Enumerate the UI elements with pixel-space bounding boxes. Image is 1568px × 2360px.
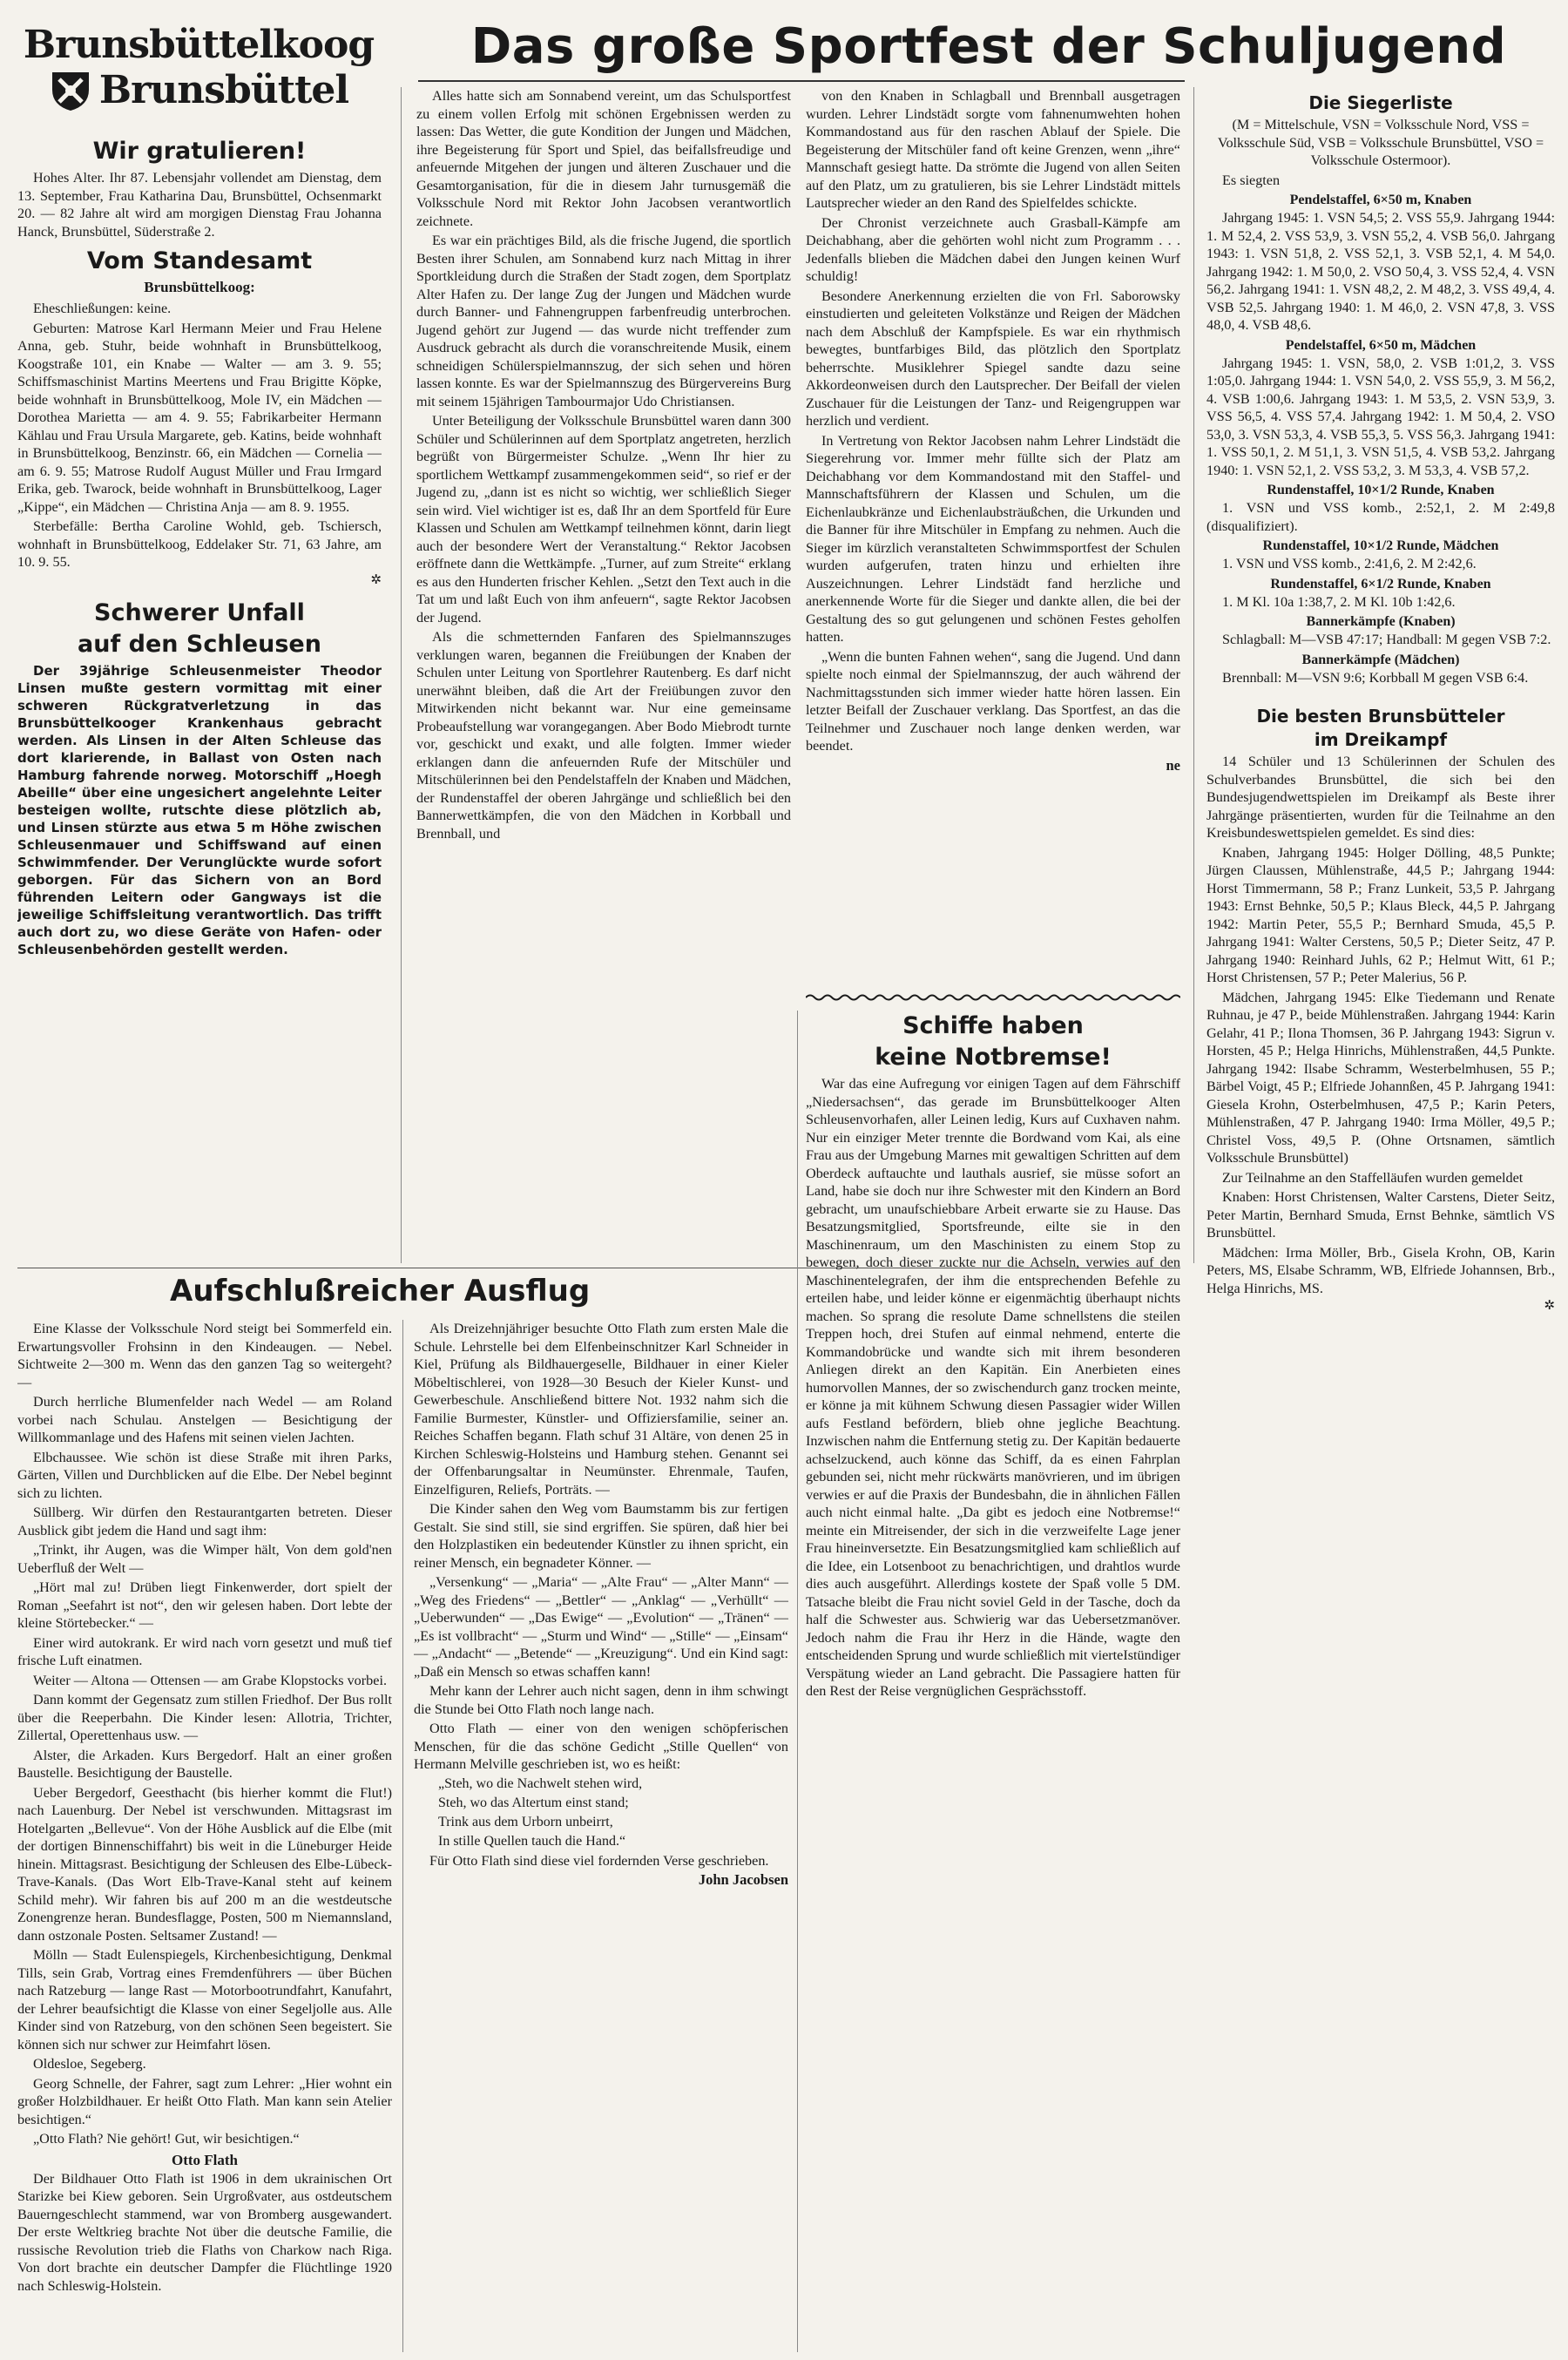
unfall-title-2: auf den Schleusen	[78, 630, 321, 658]
result-heading: Bannerkämpfe (Knaben)	[1306, 614, 1456, 629]
sportfest-paragraph: In Vertretung von Rektor Jacobsen nahm Lehrer Lindstädt die Siegerehrung vor. Immer mehr füllte sich der Platz am Deichabhang vor dem Kommandostand mit den Staffel- und Mannschaftsführern der Klassen und Schulen, um die Eichenlaubkränze und Eichenlaubsträußchen, die Urkunden und die Banner für ihre Mitschüler in Empfang zu nehmen. Auch die Sieger im kürzlich veranstalteten Schwimmsportfest der Schulen wurden aufgerufen, traten hinzu und erhielten ihre Auszeichnungen. Lehrer Lindstädt fand herzliche und anerkennende Worte für die Sieger und dankte allen, die bei der Gestaltung des so gut gelungenen und schönen Festes geholfen hatten.	[806, 432, 1180, 645]
ausflug-paragraph: Einer wird autokrank. Er wird nach vorn gesetzt und muß tief frische Luft einatmen.	[17, 1634, 392, 1668]
ausflug-paragraph: Weiter — Altona — Ottensen — am Grabe Klopstocks vorbei.	[33, 1672, 387, 1688]
ausflug-paragraph: „Otto Flath? Nie gehört! Gut, wir besichtigen.“	[33, 2131, 300, 2147]
flath-heading: Otto Flath	[171, 2151, 239, 2168]
dreikampf-title-2: im Dreikampf	[1314, 729, 1448, 750]
ausflug-paragraph: Mölln — Stadt Eulenspiegels, Kirchenbesichtigung, Denkmal Tills, sein Grab, Vortrag eines Fremdenführers — über Büchen nach Ratzeburg — lange Rast — Motorbootrundfahrt, Kanufahrt, der Lehrer beaufsichtigt die Klasse von einer Segeljolle aus. Alle Kinder sind von Ratzeburg, von den schönen Seen begeistert. Sie können sich nur schwer zur Heimfahrt lösen.	[17, 1947, 392, 2052]
sportfest-paragraph: „Wenn die bunten Fahnen wehen“, sang die Jugend. Und dann spielte noch einmal der Spielmannszug, der auch während der Nachmittagsstunden sich immer wieder hatte hören lassen. Ein letzter Beifall der Zuschauer verklang. Das Sportfest, an das die Teilnehmer und Zuschauer noch lange denken werden, war beendet.	[806, 648, 1180, 754]
result-heading: Pendelstaffel, 6×50 m, Knaben	[1289, 193, 1472, 207]
sportfest-paragraph: Es war ein prächtiges Bild, als die frische Jugend, die sportlich Besten ihrer Schulen, am Sonnabend kurz nach Mittag in ihrer Sportkleidung durch die Straßen der Stadt zogen, dem Sportplatz Alter Hafen zu. Der lange Zug der Jungen und Mädchen wurde durch Banner- und Fahnengruppen farbenfreudig unterbrochen. Jugend gehört zur Jugend — das wurde nicht treffender zum Ausdruck gebracht als durch die voranschreitende Musik, einem schneidigen Schülerspielmannszug, der sich sehen und hören lassen konnte. Es war der Spielmannszug des Bürgervereins Burg mit seinem 15jährigen Tambourmajor Udo Christiansen.	[416, 233, 791, 409]
result-text: Brennball: M—VSN 9:6; Korbball M gegen VSB 6:4.	[1222, 669, 1529, 686]
dreikampf-title-1: Die besten Brunsbütteler	[1256, 706, 1505, 727]
sportfest-paragraph: Als die schmetternden Fanfaren des Spielmannszuges verklungen waren, begannen die Freiübungen der Knaben der Schulen unter Leitung von Sportlehrer Rautenberg. Es darf nicht unerwähnt bleiben, daß die Art der Freiübungen zuvor den Mitwirkenden nicht bekannt war. Nur eine gemeinsame Probeaufstellung war vorangegangen. Aber Bodo Miebrodt turnte vor, geschickt und exakt, und alle folgten. Immer wieder erklangen dann die anfeuernden Rufe der Mitschüler und Mitschülerinnen bei den Pendelstaffeln der Knaben und Mädchen, der Rundenstaffel der oberen Jahrgänge und schließlich bei den Bannerwettkämpfen, die von den Mädchen in Korbball und Brennball, und	[416, 629, 791, 842]
standesamt-deaths: Sterbefälle: Bertha Caroline Wohld, geb. Tschiersch, wohnhaft in Brunsbüttelkoog, Eddelaker Str. 71, 63 Jahre, am 10. 9. 55.	[17, 518, 382, 570]
ausflug-col2	[414, 1320, 788, 2352]
left-column	[17, 131, 382, 1263]
result-text: Schlagball: M—VSB 47:17; Handball: M gegen VSB 7:2.	[1222, 632, 1551, 647]
sportfest-paragraph: Unter Beteiligung der Volksschule Brunsbüttel waren dann 300 Schüler und Schülerinnen auf dem Sportplatz angetreten, herzlich begrüßt von Bürgermeister Schulze. „Wenn Ihr hier zu sportlichem Wettkampf zusammengekommen seid“, so rief er der Jugend zu, „dann ist es nicht so wichtig, wer schließlich Sieger sein wird. Viel wichtiger ist es, daß Ihr an dem Sportfeld für Eure Klassen und Schulen am Wettkampf teilnehmen könnt, darin liegt auch der besondere Wert der Veranstaltung.“ Rektor Jacobsen eröffnete dann die Wettkämpfe. „Turner, auf zum Streite“ erklang es aus den Hunderten frischer Kehlen. „Setzt den Text auch in die Tat um und laßt Euch von ihm anfeuern“, sagte Rektor Jacobsen der Jugend.	[416, 413, 791, 626]
ausflug-paragraph: Georg Schnelle, der Fahrer, sagt zum Lehrer: „Hier wohnt ein großer Holzbildhauer. Er heißt Otto Flath. Man kann sein Atelier besichtigen.“	[17, 2075, 392, 2127]
ausflug-paragraph: „Trinkt, ihr Augen, was die Wimper hält, Von dem gold'nen Ueberfluß der Welt —	[17, 1542, 392, 1576]
result-heading: Rundenstaffel, 10×1/2 Runde, Knaben	[1267, 483, 1495, 497]
sportfest-paragraph: Besondere Anerkennung erzielten die von Frl. Saborowsky einstudierten und geleiteten Volkstänze und Reigen der Mädchen nach dem Abschluß der Kampfspiele. Es war ein rhythmisch bewegtes, buntfarbiges Bild, das plötzlich den Sportplatz beherrschte. Musiklehrer Spiegel sandte dazu seine Akkordeonweisen durch den Lautsprecher. Der Beifall der vielen Zuschauer für die Leistungen der Tanz- und Reigengruppen war herzlich und verdient.	[806, 287, 1180, 429]
ausflug-paragraph: Mehr kann der Lehrer auch nicht sagen, denn in ihm schwingt die Stunde bei Otto Flath noch lange nach.	[414, 1683, 788, 1717]
ausflug-paragraph: Süllberg. Wir dürfen den Restaurantgarten betreten. Dieser Ausblick gibt jedem die Hand und sagt ihm:	[17, 1505, 392, 1538]
star-icon: ✲	[1544, 1297, 1555, 1313]
sportfest-paragraph: Der Chronist verzeichnete auch Grasball-Kämpfe am Deichabhang, aber die gehörten wohl nicht zum Programm . . . Jedenfalls blieben die Mädchen dabei den Jungen keinen Wurf schuldig!	[806, 214, 1180, 284]
unfall-title-1: Schwerer Unfall	[94, 598, 305, 626]
masthead	[16, 23, 382, 113]
schiffe-text: War das eine Aufregung vor einigen Tagen auf dem Fährschiff „Niedersachsen“, das gerade im Brunsbüttelkooger Alten Schleusenvorhafen, aller Leinen ledig, Kurs auf Cuxhaven nahm. Nur ein einziger Meter trennte die Bordwand vom Kai, als eine Frau aus der Umgebung Marnes mit gewaltigen Schritten auf dem Oberdeck auftauchte und lauthals ausrief, sie müsse sofort an Land, habe sie doch nur ihre Schwester mit den Kindern an Bord gebracht, um unaufschiebbare Arbeit erwarte sie zu Hause. Das Besatzungsmitglied, Sportsfreunde, eilte sie in den Maschinenraum, um den Maschinisten zu einem Stop zu bewegen, doch dieser zuckte nur die Achseln, verwies auf den Maschinentelegrafen, der ihm die entsprechenden Befehle zu erteilen habe, und leider könne er eigenmächtig überhaupt nichts machen. So sprang die resolute Dame schnellstens die steilen Treppen hoch, drei Stufen auf einmal nehmend, enterte die Kommandobrücke und wandte sich mit ihrem besonderen Anliegen direkt an den Kapitän. Ein Anerbieten eines humorvollen Mannes, der so zwischendurch ganz trocken meinte, er könne ja mit kühnem Schwung diesen Passagier wider Willen aufs Festland befördern, blieb ohne jegliche Beachtung. Inzwischen nahm die Entfernung stetig zu. Der Kapitän bedauerte achselzuckend, auch könne das Schiff, da es einen Fahrplan gebunden sei, nicht mehr rückwärts manövrieren, und im übrigen verwies er auf die Praxis der Bundesbahn, die in ähnlichen Fällen auch nicht einmal halte. „Da gibt es jedoch eine Notbremse!“ meinte ein Mitreisender, der sich in die verzweifelte Lage jener Frau hineinversetzte. Ein Besatzungsmitglied kam schließlich auf die Idee, ein Lotsenboot zu benachrichtigen, und drahtlos wurde dies auch ausgeführt. Allerdings kostete der Spaß volle 5 DM. Tatsache bleibt die Frau nicht soviel Geld in der Tasche, doch da half die Schwester aus. Schwierig war das Uebersetzmanöver. Jedoch nahm die Frau ihr Herz in die Hände, wagte den entscheidenden Sprung und wurde schließlich mit vierteIstündiger Verspätung wieder an Land gebracht. Die Passagiere hatten für den Rest der Reise vergnüglichen Gesprächsstoff.	[806, 1076, 1180, 1699]
ausflug-paragraph: Dann kommt der Gegensatz zum stillen Friedhof. Der Bus rollt über die Reeperbahn. Die Kinder lesen: Allotria, Trichter, Zillertal, Operettenhaus usw. —	[17, 1692, 392, 1743]
verse-line: Trink aus dem Urborn unbeirrt,	[438, 1814, 613, 1829]
star-icon: ✲	[370, 571, 382, 587]
ausflug-paragraph: Oldesloe, Segeberg.	[33, 2056, 146, 2072]
ausflug-title: Aufschlußreicher Ausflug	[170, 1274, 591, 1308]
masthead-line2: Brunsbüttel	[98, 68, 349, 112]
result-text: 1. M Kl. 10a 1:38,7, 2. M Kl. 10b 1:42,6.	[1222, 593, 1456, 610]
verse-line: „Steh, wo die Nachwelt stehen wird,	[438, 1775, 643, 1791]
standesamt-title: Vom Standesamt	[86, 247, 313, 274]
result-text: Jahrgang 1945: 1. VSN, 58,0, 2. VSB 1:01,2, 3. VSS 1:05,0. Jahrgang 1944: 1. VSN 54,0, 2. VSS 55,9, 3. M 56,2, 4. VSB 1:00,6. Jahrgang 1943: 1. M 53,5, 2. VSN 53,9, 3. VSS 56,5, 4. VSS 57,4. Jahrgang 1942: 1. M 50,4, 2. VSO 53,0, 3. VSN 53,3, 4. VSB 55,3, 5. VSS 56,3. Jahrgang 1941: 1. VSS 50,1, 2. M 51,1, 3. VSN 51,5, 4. VSB 53,2. Jahrgang 1940: 1. VSN 52,1, 2. VSS 53,2, 3. M 53,3, 4. VSB 57,2.	[1206, 355, 1555, 478]
result-text: 1. VSN und VSS komb., 2:41,6, 2. M 2:42,6.	[1222, 556, 1477, 571]
sportfest-paragraph: Alles hatte sich am Sonnabend vereint, um das Schulsportfest zu einem vollen Erfolg mit schönen Ergebnissen werden zu lassen: Das Wetter, die gute Kondition der Jungen und Mädchen, ihre Begeisterung für Sport und Spiel, das beifallsfreudige und anfeuernde Mitgehen der jungen und älteren Zuschauer und die Gesamtorganisation, für die in diesem Jahr turnusgemäß die Volksschule Nord mit Rektor John Jacobsen verantwortlich zeichnete.	[416, 88, 791, 229]
siegerliste-legend: (M = Mittelschule, VSN = Volksschule Nord, VSS = Volksschule Süd, VSB = Volksschule Brunsbüttel, VSO = Volksschule Ostermoor).	[1217, 117, 1544, 168]
ausflug-author: John Jacobsen	[698, 1871, 788, 1888]
masthead-line1: Brunsbüttelkoog	[23, 23, 375, 67]
gratulieren-text: Hohes Alter. Ihr 87. Lebensjahr vollendet am Dienstag, dem 13. September, Frau Katharina Dau, Brunsbüttel, Ochsenmarkt 20. — 82 Jahre alt wird am morgigen Dienstag Frau Johanna Hanck, Brunsbüttel, Süderstraße 2.	[17, 170, 382, 240]
dreikampf-staffel-maedchen: Mädchen: Irma Möller, Brb., Gisela Krohn, OB, Karin Peters, MS, Elsabe Schramm, WB, Elfriede Johannsen, Brb., Helga Hinrichs, MS.	[1206, 1244, 1555, 1296]
right-column	[1206, 87, 1555, 1873]
sportfest-signature: ne	[1166, 756, 1180, 774]
column-divider	[1193, 87, 1194, 1263]
result-heading: Rundenstaffel, 6×1/2 Runde, Knaben	[1270, 576, 1491, 592]
main-headline: Das große Sportfest der Schuljugend	[470, 18, 1507, 75]
standesamt-subtitle: Brunsbüttelkoog:	[144, 279, 255, 295]
sportfest-paragraph: von den Knaben in Schlagball und Brennball ausgetragen wurden. Lehrer Lindstädt sorgte vom fahnenumwehten hohen Kommandostand aus für den raschen Ablauf der Spiele. Die Begeisterung der Mitschüler fand oft keine Grenzen, wenn „ihre“ Mannschaft gesiegt hatte. Da strömte die Jugend von allen Seiten auf den Platz, um zu gratulieren, bis sie Lehrer Lindstädt mittels Lautsprecher wieder an den Rand des Spielfeldes schickte.	[806, 88, 1180, 211]
result-heading: Bannerkämpfe (Mädchen)	[1301, 652, 1460, 667]
crest-icon	[49, 69, 92, 112]
result-text: Jahrgang 1945: 1. VSN 54,5; 2. VSS 55,9. Jahrgang 1944: 1. M 52,4, 2. VSS 53,9, 3. VSN 55,2, 4. VSB 56,0. Jahrgang 1943: 1. VSN 51,8, 2. VSS 52,1, 3. VSB 52,1, 4. M 54,0. Jahrgang 1942: 1. M 50,0, 2. VSO 50,4, 3. VSS 52,4, 4. VSN 56,2. Jahrgang 1941: 1. VSN 48,2, 2. M 48,2, 3. VSS 49,4, 4. VSB 52,5. Jahrgang 1940: 1. M 46,0, 2. VSN 47,8, 3. VSS 48,0, 4. VSB 48,6.	[1206, 210, 1555, 333]
flath-text: Der Bildhauer Otto Flath ist 1906 in dem ukrainischen Ort Starizke bei Kiew geboren. Sein Urgroßvater, aus ostdeutschem Bauerngeschlecht stammend, war von Bromberg ausgewandert. Der erste Weltkrieg brachte Not über die deutsche Familie, die russische Revolution trieb die Flaths von Charkow nach Riga. Von dort brachte ein deutscher Dampfer die Flüchtlinge 1920 nach Schleswig-Holstein.	[17, 2170, 392, 2294]
ausflug-paragraph: Alster, die Arkaden. Kurs Bergedorf. Halt an einer großen Baustelle. Besichtigung der Baustelle.	[17, 1747, 392, 1781]
headline-rule	[418, 80, 1185, 82]
schiffe-title-2: keine Notbremse!	[875, 1044, 1112, 1071]
ausflug-paragraph: „Versenkung“ — „Maria“ — „Alte Frau“ — „Alter Mann“ — „Weg des Friedens“ — „Bettler“ — „Anklag“ — „Verhüllt“ — „Ueberwunden“ — „Das Ewige“ — „Evolution“ — „Tränen“ — „Es ist vollbracht“ — „Sturm und Wind“ — „Stille“ — „Einsam“ — „Andacht“ — „Betende“ — „Kreuzigung“. Und ein Kind sagt: „Daß ein Mensch so etwas schaffen kann!	[414, 1574, 788, 1680]
result-heading: Rundenstaffel, 10×1/2 Runde, Mädchen	[1262, 538, 1499, 553]
verse-line: Steh, wo das Altertum einst stand;	[438, 1795, 629, 1810]
ausflug-paragraph: Als Dreizehnjähriger besuchte Otto Flath zum ersten Male die Schule. Lehrstelle bei dem Elfenbeinschnitzer Karl Schneider in Kiel, Prüfung als Bildhauergeselle, Bildhauer in einer Kieler Möbeltischlerei, von 1928—30 Besuch der Kieler Kunst- und Gewerbeschule. Anschließend bittere Not. 1932 nahm sich die Familie Burmester, Künstler- und Offiziersfamilie, seiner an. Reiches Schaffen begann. Flath schuf 31 Altäre, von denen 25 in Kirchen Schleswig-Holsteins und Hamburg stehen. Genannt sei der Offenbarungsaltar in Neumünster. Ehrenmale, Taufen, Einzelfiguren, Reliefs, Porträts. —	[414, 1321, 788, 1498]
siegerliste-title: Die Siegerliste	[1308, 92, 1453, 113]
dreikampf-staffel: Zur Teilnahme an den Staffelläufen wurden gemeldet	[1222, 1169, 1524, 1186]
ausflug-closing: Für Otto Flath sind diese viel fordernden Verse geschrieben.	[429, 1852, 769, 1869]
ausflug-paragraph: Elbchaussee. Wie schön ist diese Straße mit ihren Parks, Gärten, Villen und Durchblicken auf die Elbe. Der Nebel beginnt sich zu lichten.	[17, 1449, 392, 1501]
column-divider	[401, 87, 402, 1263]
verse-line: In stille Quellen tauch die Hand.“	[438, 1833, 626, 1849]
standesamt-births: Geburten: Matrose Karl Hermann Meier und Frau Helene Anna, geb. Stuhr, beide wohnhaft in Brunsbüttelkoog, Koogstraße 101, ein Knabe — Walter — am 3. 9. 55; Schiffsmaschinist Martins Meertens und Frau Brigitte Köpke, beide wohnhaft in Brunsbüttelkoog, Mole IV, ein Mädchen — Dorothea Marietta — am 4. 9. 55; Fabrikarbeiter Hermann Kählau und Frau Ursula Margarete, geb. Katins, beide wohnhaft in Brunsbüttelkoog, Benzinstr. 66, ein Mädchen — Cornelia — am 6. 9. 55; Matrose Rudolf August Müller und Frau Irmgard Erika, geb. Twarock, beide wohnhaft in Brunsbüttelkoog, Lager „Kippe“, ein Mädchen — Christina Anja — am 8. 9. 1955.	[17, 320, 382, 515]
gratulieren-title: Wir gratulieren!	[92, 138, 307, 165]
ausflug-col1	[17, 1320, 392, 2352]
sportfest-col2	[806, 87, 1180, 1002]
standesamt-marriages: Eheschließungen: keine.	[33, 301, 172, 316]
schiffe-column	[806, 1009, 1180, 2350]
unfall-text: Der 39jährige Schleusenmeister Theodor Linsen mußte gestern vormittag mit einer schweren Rückgratverletzung in das Brunsbüttelkooger Krankenhaus gebracht werden. Als Linsen in der Alten Schleuse das dort klarierende, in Ballast von Osten nach Hamburg fahrende norweg. Motorschiff „Hoegh Abeille“ über eine ungesichert angelehnte Leiter besteigen wollte, rutschte diese plötzlich ab, und Linsen stürzte aus etwa 5 m Höhe zwischen Schleusenmauer und Schiffswand auf einen Schwimmfender. Der Verunglückte wurde sofort geborgen. Für das Sichern von an Bord führenden Leitern oder Gangways ist die jeweilige Schiffsleitung verantwortlich. Das trifft auch dort zu, wo diese Geräte von Hafen- oder Schleusenbehörden gestellt werden.	[17, 662, 382, 957]
ausflug-paragraph: Durch herrliche Blumenfelder nach Wedel — am Roland vorbei nach Schulau. Anstelgen — Besichtigung der Willkommanlage und des Hafens mit seinen vielen Jachten.	[17, 1394, 392, 1445]
dreikampf-knaben: Knaben, Jahrgang 1945: Holger Dölling, 48,5 Punkte; Jürgen Claussen, Mühlenstraße, 44,5 P.; Jahrgang 1944: Horst Timmermann, 58 P.; Franz Lunkeit, 53,5 P. Jahrgang 1943: Ernst Behnke, 50,5 P.; Klaus Bleck, 44,5 P. Jahrgang 1942: Martin Peter, 55,5 P.; Bernhard Smuda, 45,5 P. Jahrgang 1941: Walter Cerstens, 50,5 P.; Dieter Seitz, 47 P. Jahrgang 1940: Reinhard Juhls, 62 P.; Helmut Witt, 61 P.; Horst Christensen, 57 P.; Peter Malerius, 56 P.	[1206, 844, 1555, 985]
dreikampf-staffel-knaben: Knaben: Horst Christensen, Walter Carstens, Dieter Seitz, Peter Martin, Bernhard Smuda, Ernst Behnke, sämtlich VS Brunsbüttel.	[1206, 1189, 1555, 1241]
result-text: 1. VSN und VSS komb., 2:52,1, 2. M 2:49,8 (disqualifiziert).	[1206, 500, 1555, 534]
dreikampf-maedchen: Mädchen, Jahrgang 1945: Elke Tiedemann und Renate Ruhnau, je 47 P., beide Mühlenstraßen. Jahrgang 1944: Karin Gelahr, 41 P.; Ilona Thomsen, 36 P. Jahrgang 1943: Sigrun v. Horsten, 45 P.; Helga Hinrichs, Mühlenstraßen, 44,5 Punkte. Jahrgang 1942: Ilsabe Schramm, Westerbelmhusen, 55 P.; Bärbel Voigt, 45 P.; Elfriede Johannßen, 45 P. Jahrgang 1941: Giesela Krohn, Osterbelmhusen, 47,5 P.; Karin Peters, Mühlenstraßen, 47 P. Jahrgang 1940: Irma Möller, 49,5 P.; Christel Voss, 49,5 P. (Ohne Ortsnamen, sämtlich Volksschule Brunsbüttel)	[1206, 989, 1555, 1166]
ausflug-paragraph: Ueber Bergedorf, Geesthacht (bis hierher kommt die Flut!) nach Lauenburg. Der Nebel ist verschwunden. Mittagsrast im Hotelgarten „Bellevue“. Von der Höhe Ausblick auf die Elbe (mit der dortigen Binnenschiffahrt) bis weit in die Lüneburger Heide hinein. Mittagsrast. Besichtigung der Schleusen des Elbe-Lübeck-Trave-Kanals. (Das Wort Elb-Trave-Kanal steht auf keinem Schild mehr). Wir fahren bis auf 200 m an die westdeutsche Zonengrenze heran. Bundesflagge, Posten, 500 m Niemannsland, dann ostzonale Posten. Seltsamer Zustand! —	[17, 1784, 392, 1944]
column-divider	[797, 1011, 798, 2352]
wave-divider	[806, 993, 1180, 1002]
siegerliste-intro: Es siegten	[1222, 172, 1281, 188]
sportfest-col1	[416, 87, 791, 1263]
ausflug-paragraph: Die Kinder sahen den Weg vom Baumstamm bis zur fertigen Gestalt. Sie sind still, sie sind ergriffen. Sie spüren, daß hier bei den Holzplastiken ein bedeutender Künstler zu ihnen spricht, ein reiner Mensch, ein begnadeter Könner. —	[414, 1501, 788, 1571]
schiffe-title-1: Schiffe haben	[902, 1012, 1084, 1039]
column-divider	[402, 1320, 403, 2352]
dreikampf-intro: 14 Schüler und 13 Schülerinnen der Schulen des Schulverbandes Brunsbüttel, die sich bei den Bundesjugendwettspielen im Dreikampf als Beste ihrer Jahrgänge präsentierten, wurden für die Teilnahme an den Kreisbundeswettspielen gemeldet. Es sind dies:	[1206, 754, 1555, 841]
ausflug-paragraph: „Hört mal zu! Drüben liegt Finkenwerder, dort spielt der Roman „Seefahrt ist not“, den wir gelesen haben. Dort lebte der kleine Störtebecker.“ —	[17, 1579, 392, 1631]
ausflug-paragraph: Eine Klasse der Volksschule Nord steigt bei Sommerfeld ein. Erwartungsvoller Frohsinn in den Kindeaugen. — Nebel. Sichtweite 2—300 m. Wenn das den ganzen Tag so weitergeht? —	[17, 1321, 392, 1390]
ausflug-paragraph: Otto Flath — einer von den wenigen schöpferischen Menschen, für die das schöne Gedicht „Stille Quellen“ von Hermann Melville geschrieben ist, wo es heißt:	[414, 1721, 788, 1772]
result-heading: Pendelstaffel, 6×50 m, Mädchen	[1285, 337, 1477, 353]
